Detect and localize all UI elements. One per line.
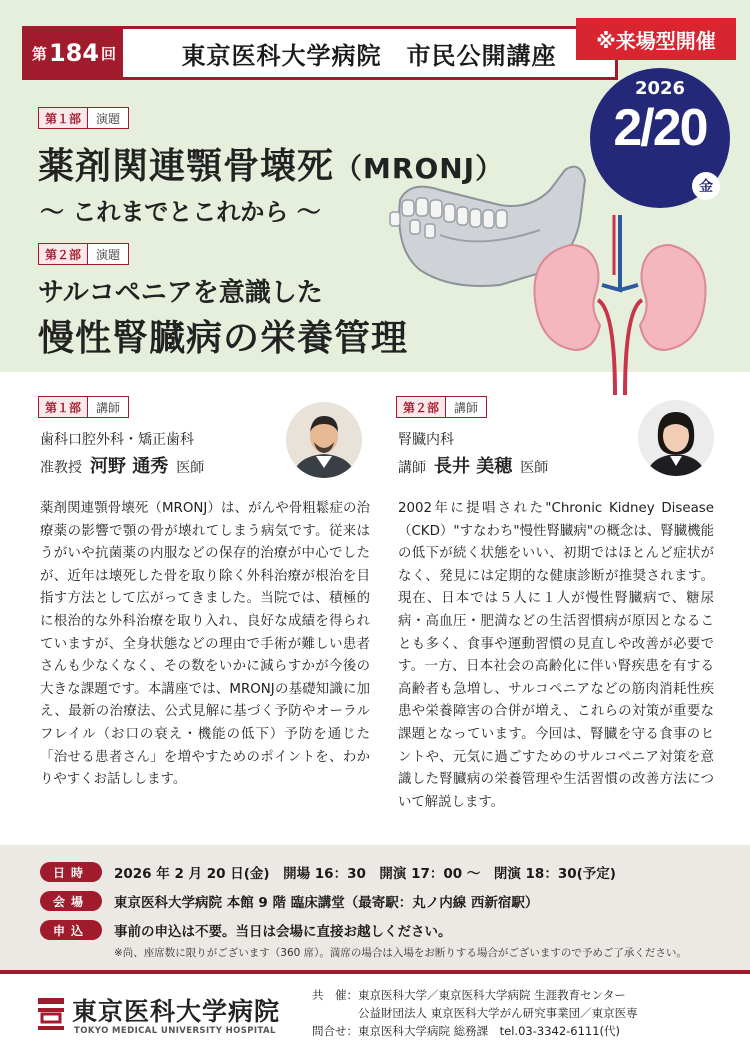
venue-label: 会場 bbox=[40, 891, 102, 911]
speaker1-tag-number: 第１部 bbox=[39, 397, 88, 417]
kidney-illustration bbox=[520, 215, 720, 395]
info-row-datetime bbox=[40, 862, 616, 882]
speaker2-photo bbox=[638, 400, 714, 476]
session-suffix: 回 bbox=[101, 44, 117, 63]
speaker1-tag bbox=[38, 396, 129, 418]
contact-value: 東京医科大学病院 総務課 tel.03-3342-6111(代) bbox=[358, 1024, 621, 1038]
footer-divider bbox=[0, 970, 750, 974]
speaker1-name: 河野 通秀 bbox=[90, 456, 169, 477]
speaker2-position: 講師 bbox=[398, 460, 426, 476]
datetime-value: 2026 年 2 月 20 日(金) 開場 16：30 開演 17：00 〜 閉演 18：30(予定) bbox=[114, 866, 616, 882]
cohost-block bbox=[312, 986, 638, 1040]
part1-title-main: 薬剤関連顎骨壊死 bbox=[38, 146, 335, 187]
speaker2-name: 長井 美穂 bbox=[434, 456, 513, 477]
part1-subtitle: 〜 これまでとこれから 〜 bbox=[40, 198, 321, 226]
speaker1-name-line bbox=[40, 452, 204, 478]
part1-tag-label: 演題 bbox=[96, 111, 121, 126]
hospital-name: 東京医科大学病院 bbox=[72, 997, 281, 1026]
speaker1-tag-label: 講師 bbox=[96, 400, 121, 415]
info-row-application bbox=[40, 920, 452, 940]
speaker2-description: 2002年に提唱された"Chronic Kidney Disease（CKD）"すなわち"慢性腎臓病"の概念は、腎臓機能の低下が続く状態をいい、初期ではほとんど症状がなく、発見には定期的な健康診断が推奨されます。現在、日本では５人に１人が慢性腎臓病で、糖尿病・高血圧・肥満などの生活習慣病が原因となることも多く、食事や運動習慣の見直しや改善が必要です。一方、日本社会の高齢化に伴い腎疾患を有する高齢者も急増し、サルコペニアなどの筋肉消耗性疾患や栄養障害の合併が増え、これらの対策が重要な課題となっています。今回は、腎臓を守る食事のヒントや、元気に過ごすためのサルコペニア対策を意識した腎臓病の栄養管理や生活習慣の改善方法について解説します。 bbox=[398, 501, 714, 810]
cohost-line1: 東京医科大学／東京医科大学病院 生涯教育センター bbox=[358, 988, 626, 1002]
speaker2-tag-label: 講師 bbox=[454, 400, 479, 415]
date-main: 2/20 bbox=[613, 99, 707, 157]
part2-tag-number: 第２部 bbox=[39, 244, 88, 264]
application-label: 申込 bbox=[40, 920, 102, 940]
speaker2-tag bbox=[396, 396, 487, 418]
onsite-badge: ※来場型開催 bbox=[576, 18, 736, 60]
event-title-bar bbox=[22, 26, 618, 80]
speaker1-description: 薬剤関連顎骨壊死（MRONJ）は、がんや骨粗鬆症の治療薬の影響で顎の骨が壊れてしまう病気です。従来はうがいや抗菌薬の内服などの保存的治療が中心でしたが、近年は壊死した骨を取り除く外科治療が根治を目指す方法として広がってきました。当院では、積極的に根治的な外科治療を取り入れ、良好な成績を得られていますが、全身状態などの理由で手術が難しい患者さんも少なくなく、その数をいかに減らすかが今後の大きな課題です。本講座では、MRONJの基礎知識に加え、最新の治療法、公式見解に基づく予防やオーラルフレイル（お口の衰え・機能の低下）予防を通じた「治せる患者さん」を増やすためのポイントを、わかりやすくお話しします。 bbox=[40, 501, 370, 788]
part1-topic-tag bbox=[38, 107, 129, 129]
session-number: 184 bbox=[48, 39, 100, 67]
part2-title-line2: 慢性腎臓病の栄養管理 bbox=[38, 318, 409, 359]
speaker1-department: 歯科口腔外科・矯正歯科 bbox=[40, 432, 194, 448]
speaker2-suffix: 医師 bbox=[520, 460, 549, 476]
contact-label: 問合せ： bbox=[312, 1024, 358, 1038]
speaker1-suffix: 医師 bbox=[176, 460, 205, 476]
part2-title-line1: サルコペニアを意識した bbox=[38, 278, 323, 308]
speaker1-position: 准教授 bbox=[40, 460, 82, 476]
speaker2-tag-number: 第２部 bbox=[397, 397, 446, 417]
cohost-label: 共 催： bbox=[312, 988, 358, 1002]
part2-topic-tag bbox=[38, 243, 129, 265]
part1-tag-number: 第１部 bbox=[39, 108, 88, 128]
event-title: 東京医科大学病院 市民公開講座 bbox=[181, 41, 557, 70]
cohost-line2: 公益財団法人 東京医科大学がん研究事業団／東京医専 bbox=[358, 1006, 638, 1020]
date-year: 2026 bbox=[634, 78, 686, 99]
speaker1-photo bbox=[286, 402, 362, 478]
part1-title-abbr: （MRONJ） bbox=[334, 152, 505, 185]
info-row-venue bbox=[40, 891, 538, 911]
part2-tag-label: 演題 bbox=[96, 247, 121, 262]
venue-value: 東京医科大学病院 本館 9 階 臨床講堂（最寄駅：丸ノ内線 西新宿駅） bbox=[114, 895, 539, 911]
seating-note: ※尚、座席数に限りがございます（360 席）。満席の場合は入場をお断りする場合がございますので予めご了承ください。 bbox=[114, 947, 687, 959]
application-value: 事前の申込は不要。当日は会場に直接お越しください。 bbox=[114, 924, 452, 940]
speaker2-name-line bbox=[398, 452, 548, 478]
session-prefix: 第 bbox=[31, 44, 47, 63]
hospital-name-en: TOKYO MEDICAL UNIVERSITY HOSPITAL bbox=[74, 1026, 276, 1036]
session-number-badge bbox=[25, 29, 123, 77]
hospital-logo-icon bbox=[36, 994, 66, 1034]
speaker2-department: 腎臓内科 bbox=[398, 432, 454, 448]
date-day-of-week: 金 bbox=[692, 172, 720, 200]
datetime-label: 日時 bbox=[40, 862, 102, 882]
